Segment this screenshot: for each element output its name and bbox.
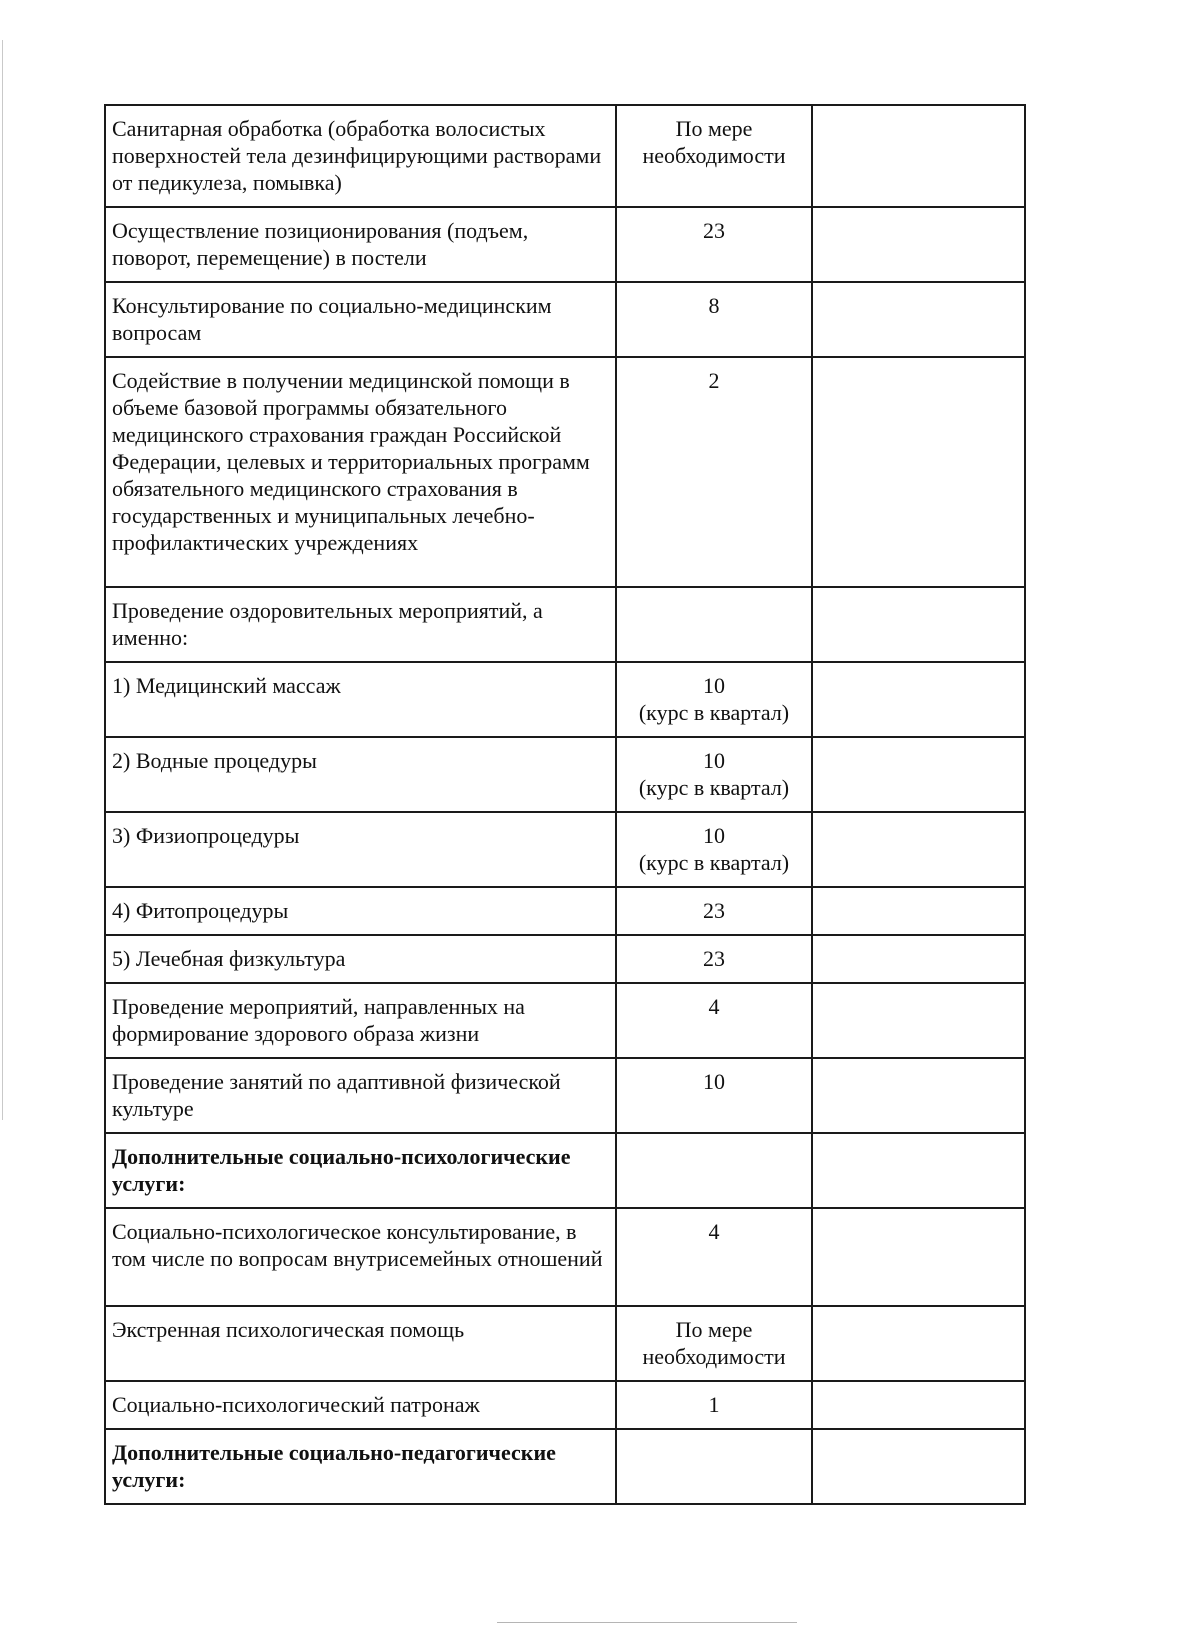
service-name-cell: 4) Фитопроцедуры [105,887,616,935]
table-row [105,207,1025,282]
service-name-cell: Проведение занятий по адаптивной физической культуре [105,1058,616,1133]
note-cell [812,105,1025,207]
frequency-cell [616,1208,812,1306]
frequency-text: 4 [708,1219,720,1244]
note-cell [812,737,1025,812]
frequency-text: 23 [703,946,725,971]
frequency-text: 4 [708,994,720,1019]
table-row [105,105,1025,207]
service-name-cell: 3) Физиопроцедуры [105,812,616,887]
table-row [105,662,1025,737]
frequency-text: 23 [703,898,725,923]
frequency-cell [616,737,812,812]
service-name-cell: Санитарная обработка (обработка волосистых поверхностей тела дезинфицирующими растворами от педикулеза, помывка) [105,105,616,207]
frequency-text: 2 [708,368,720,393]
note-cell [812,282,1025,357]
note-cell [812,1429,1025,1504]
table-row [105,1429,1025,1504]
frequency-cell [616,1306,812,1381]
services-table [104,104,1026,1505]
scan-edge-line [2,40,3,1120]
frequency-cell [616,207,812,282]
table-row [105,1208,1025,1306]
frequency-cell [616,105,812,207]
service-name-cell: Содействие в получении медицинской помощи в объеме базовой программы обязательного медицинского страхования граждан Российской Федерации, целевых и территориальных программ обязательного медицинского страхования в государственных и муниципальных лечебно-профилактических учреждениях [105,357,616,587]
frequency-cell [616,282,812,357]
service-name-cell: Социально-психологическое консультирование, в том числе по вопросам внутрисемейных отношений [105,1208,616,1306]
frequency-cell [616,1133,812,1208]
table-row [105,1306,1025,1381]
table-row [105,282,1025,357]
note-cell [812,887,1025,935]
note-cell [812,207,1025,282]
frequency-text: 10 [703,823,725,848]
table-row [105,587,1025,662]
frequency-text: 10 [703,748,725,773]
frequency-cell [616,1429,812,1504]
note-cell [812,935,1025,983]
note-cell [812,1133,1025,1208]
frequency-text: 10 [703,1069,725,1094]
note-cell [812,1306,1025,1381]
service-name-cell: 2) Водные процедуры [105,737,616,812]
service-name-cell: Осуществление позиционирования (подъем, поворот, перемещение) в постели [105,207,616,282]
service-name-cell: Проведение оздоровительных мероприятий, а именно: [105,587,616,662]
frequency-text: 10 [703,673,725,698]
frequency-cell [616,887,812,935]
service-name-cell: 5) Лечебная физкультура [105,935,616,983]
services-table-body [105,105,1025,1504]
frequency-text: По мере [675,116,753,141]
note-cell [812,662,1025,737]
note-cell [812,812,1025,887]
service-name-cell: Социально-психологический патронаж [105,1381,616,1429]
table-row [105,935,1025,983]
frequency-text: 8 [708,293,720,318]
service-name-cell: Проведение мероприятий, направленных на формирование здорового образа жизни [105,983,616,1058]
frequency-text: 23 [703,218,725,243]
frequency-text: необходимости [642,143,786,168]
frequency-text: 1 [708,1392,720,1417]
service-name-cell: Экстренная психологическая помощь [105,1306,616,1381]
frequency-text: (курс в квартал) [638,775,790,800]
frequency-text: По мере [675,1317,753,1342]
note-cell [812,357,1025,587]
frequency-cell [616,587,812,662]
table-row [105,357,1025,587]
note-cell [812,1058,1025,1133]
table-row [105,1133,1025,1208]
frequency-cell [616,1058,812,1133]
frequency-cell [616,812,812,887]
table-row [105,737,1025,812]
table-row [105,812,1025,887]
service-name-cell: Консультирование по социально-медицинским вопросам [105,282,616,357]
note-cell [812,983,1025,1058]
note-cell [812,587,1025,662]
service-name-cell: 1) Медицинский массаж [105,662,616,737]
section-heading-cell: Дополнительные социально-педагогические услуги: [105,1429,616,1504]
table-row [105,983,1025,1058]
frequency-text: необходимости [642,1344,786,1369]
table-row [105,1381,1025,1429]
frequency-cell [616,935,812,983]
frequency-cell [616,983,812,1058]
note-cell [812,1381,1025,1429]
table-row [105,1058,1025,1133]
frequency-cell [616,357,812,587]
frequency-text: (курс в квартал) [638,700,790,725]
frequency-cell [616,662,812,737]
table-row [105,887,1025,935]
frequency-cell [616,1381,812,1429]
section-heading-cell: Дополнительные социально-психологические услуги: [105,1133,616,1208]
note-cell [812,1208,1025,1306]
scan-bottom-line [497,1622,797,1623]
frequency-text: (курс в квартал) [638,850,790,875]
